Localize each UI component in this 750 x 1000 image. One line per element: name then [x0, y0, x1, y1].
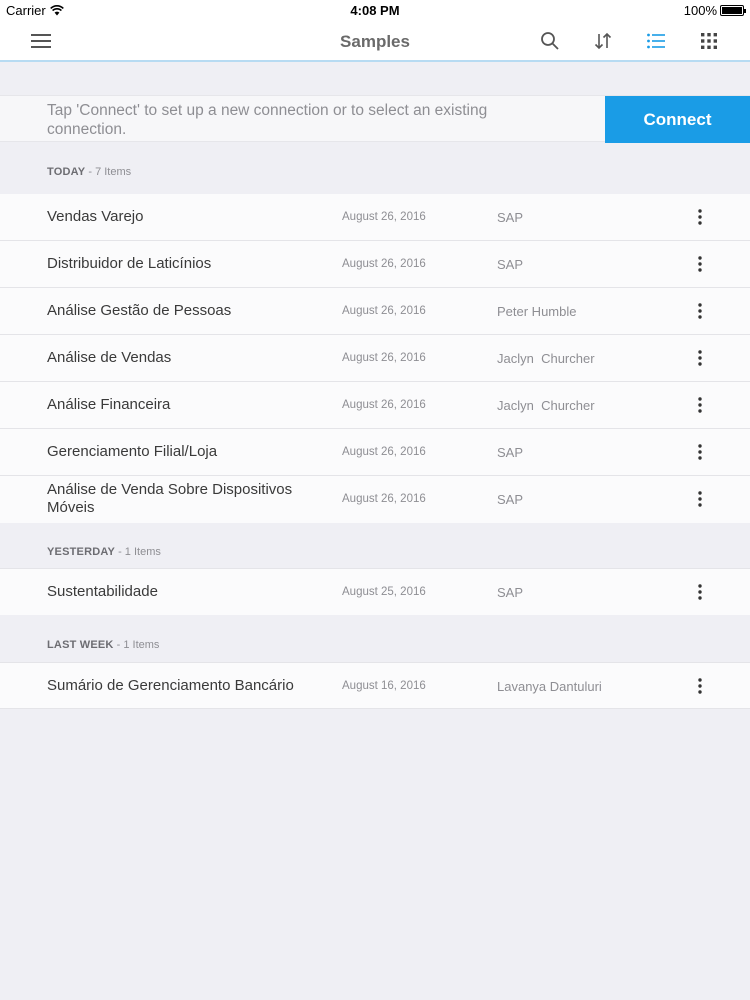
navigation-bar [0, 22, 750, 62]
list-item[interactable] [0, 662, 750, 709]
connect-banner [0, 95, 750, 142]
battery-percent: 100% [683, 3, 717, 18]
more-options-icon[interactable] [690, 393, 710, 417]
clock: 4:08 PM [350, 3, 400, 18]
item-date: August 26, 2016 [342, 493, 426, 505]
list-item[interactable] [0, 241, 750, 288]
item-name: Vendas Varejo [47, 208, 144, 225]
more-options-icon[interactable] [690, 299, 710, 323]
item-date: August 25, 2016 [342, 586, 426, 598]
section-title: LAST WEEK [47, 639, 114, 651]
item-owner: Peter Humble [497, 303, 577, 319]
list-item[interactable] [0, 476, 750, 523]
item-name: Sustentabilidade [47, 583, 158, 600]
item-owner: Jaclyn Churcher [497, 397, 595, 413]
item-name: Análise de Venda Sobre Dispositivos Móveis [47, 481, 293, 516]
list-item[interactable] [0, 288, 750, 335]
item-owner: Lavanya Dantuluri [497, 678, 602, 694]
item-date: August 26, 2016 [342, 399, 426, 411]
more-options-icon[interactable] [690, 440, 710, 464]
list-item[interactable] [0, 429, 750, 476]
more-options-icon[interactable] [690, 252, 710, 276]
item-name: Gerenciamento Filial/Loja [47, 443, 218, 460]
more-options-icon[interactable] [690, 487, 710, 511]
list-item[interactable] [0, 194, 750, 241]
section-header-yesterday [0, 522, 750, 568]
battery-indicator [684, 3, 744, 18]
item-name: Distribuidor de Laticínios [47, 255, 212, 272]
section-header-last-week [0, 615, 750, 661]
battery-icon [720, 5, 744, 16]
section-header-today [0, 142, 750, 188]
item-date: August 26, 2016 [342, 258, 426, 270]
page-title: Samples [340, 32, 410, 51]
sort-icon[interactable] [590, 28, 616, 54]
item-date: August 26, 2016 [342, 305, 426, 317]
item-date: August 26, 2016 [342, 211, 426, 223]
item-date: August 16, 2016 [342, 680, 426, 692]
more-options-icon[interactable] [690, 580, 710, 604]
status-bar [0, 0, 750, 22]
section-count: - 7 Items [85, 166, 132, 178]
item-name: Sumário de Gerenciamento Bancário [47, 677, 294, 694]
section-count: - 1 Items [113, 639, 160, 651]
item-owner: SAP [497, 584, 524, 600]
item-owner: SAP [497, 209, 524, 225]
more-options-icon[interactable] [690, 205, 710, 229]
grid-view-icon[interactable] [696, 28, 722, 54]
connect-message: Tap 'Connect' to set up a new connection or to select an existing connection. [47, 102, 488, 138]
item-name: Análise Gestão de Pessoas [47, 302, 232, 319]
list-item[interactable] [0, 568, 750, 615]
item-date: August 26, 2016 [342, 352, 426, 364]
carrier-label: Carrier [6, 3, 46, 18]
search-icon[interactable] [537, 28, 563, 54]
list-view-icon[interactable] [643, 28, 669, 54]
item-name: Análise Financeira [47, 396, 171, 413]
more-options-icon[interactable] [690, 674, 710, 698]
item-owner: SAP [497, 491, 524, 507]
item-name: Análise de Vendas [47, 349, 172, 366]
connect-button[interactable]: Connect [605, 96, 750, 143]
section-title: TODAY [47, 166, 86, 178]
list-item[interactable] [0, 335, 750, 382]
item-owner: Jaclyn Churcher [497, 350, 595, 366]
item-owner: SAP [497, 444, 524, 460]
more-options-icon[interactable] [690, 346, 710, 370]
list-item[interactable] [0, 382, 750, 429]
item-owner: SAP [497, 256, 524, 272]
section-count: - 1 Items [115, 546, 161, 558]
item-date: August 26, 2016 [342, 446, 426, 458]
section-title: YESTERDAY [47, 546, 116, 558]
